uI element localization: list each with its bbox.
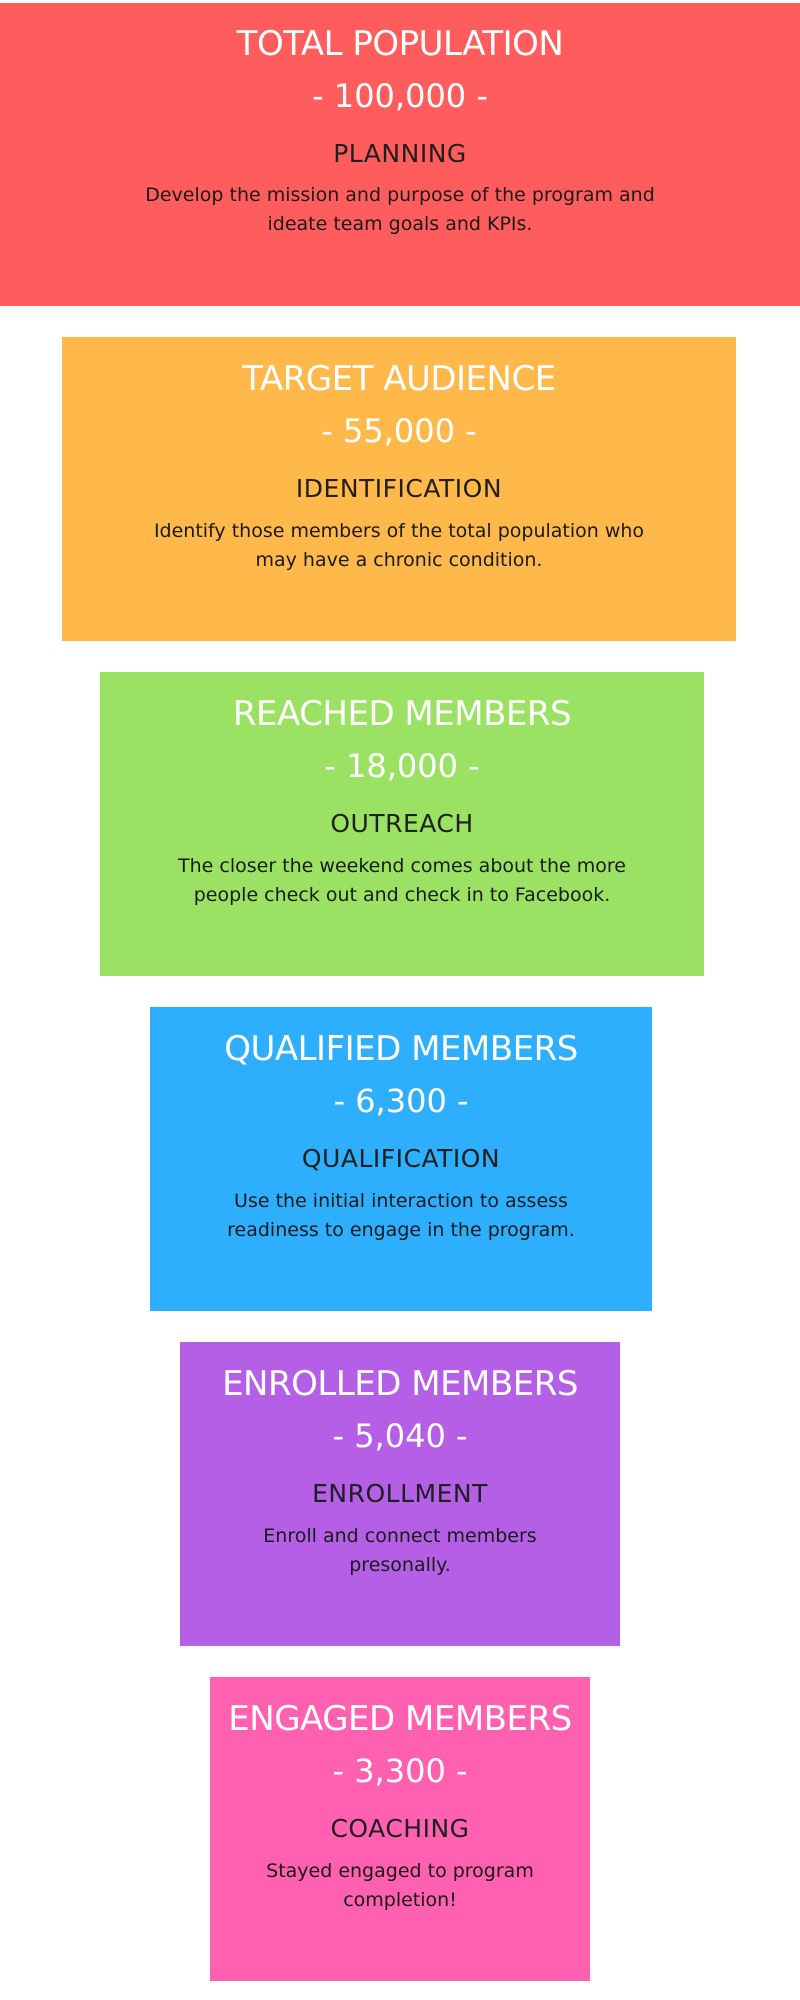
stage-description: The closer the weekend comes about the more people check out and check in to Facebook.: [178, 855, 626, 906]
stage-heading: ENGAGED MEMBERS: [228, 1699, 572, 1739]
stage-heading: TARGET AUDIENCE: [242, 359, 556, 399]
stage-count: - 55,000 -: [321, 412, 477, 450]
stage-count: - 5,040 -: [332, 1417, 468, 1455]
funnel-stage-total-population: [0, 3, 800, 306]
stage-phase-title: PLANNING: [333, 139, 467, 168]
stage-count: - 3,300 -: [332, 1752, 468, 1790]
stage-count: - 18,000 -: [324, 747, 480, 785]
funnel-stage-enrolled-members: [180, 1342, 620, 1646]
stage-phase-title: OUTREACH: [330, 809, 474, 838]
funnel-stage-reached-members: [100, 672, 704, 976]
stage-phase-title: QUALIFICATION: [301, 1144, 501, 1173]
stage-heading: QUALIFIED MEMBERS: [224, 1029, 578, 1069]
stage-phase-title: IDENTIFICATION: [295, 474, 503, 503]
funnel-stage-engaged-members: [210, 1677, 590, 1981]
stage-description: Use the initial interaction to assess readiness to engage in the program.: [227, 1190, 575, 1241]
stage-description: Enroll and connect members presonally.: [263, 1525, 537, 1576]
stage-description: Stayed engaged to program completion!: [266, 1860, 534, 1911]
stage-heading: ENROLLED MEMBERS: [222, 1364, 578, 1404]
funnel-stage-qualified-members: [150, 1007, 652, 1311]
stage-heading: TOTAL POPULATION: [236, 24, 564, 64]
stage-description: Identify those members of the total population who may have a chronic condition.: [153, 520, 645, 571]
stage-heading: REACHED MEMBERS: [232, 694, 572, 734]
stage-phase-title: COACHING: [330, 1814, 470, 1843]
stage-count: - 6,300 -: [333, 1082, 469, 1120]
stage-count: - 100,000 -: [312, 77, 488, 115]
stage-phase-title: ENROLLMENT: [312, 1479, 488, 1508]
stage-description: Develop the mission and purpose of the program and ideate team goals and KPIs.: [145, 184, 655, 235]
funnel-stage-target-audience: [62, 337, 736, 641]
